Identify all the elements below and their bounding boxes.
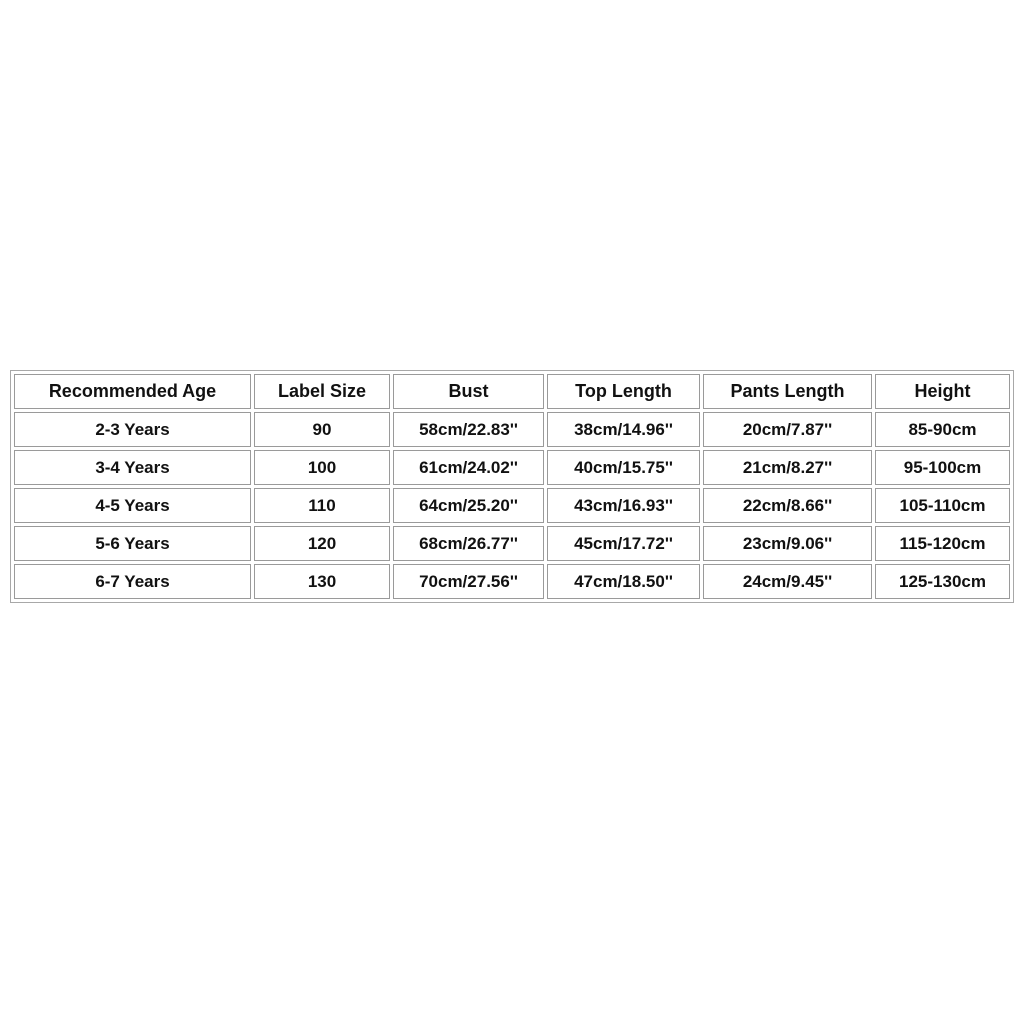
cell-recommended-age: 4-5 Years	[14, 488, 251, 523]
header-label-size: Label Size	[254, 374, 390, 409]
table-row	[14, 526, 1010, 561]
cell-height: 115-120cm	[875, 526, 1010, 561]
header-height: Height	[875, 374, 1010, 409]
table-row	[14, 450, 1010, 485]
header-recommended-age: Recommended Age	[14, 374, 251, 409]
cell-top-length: 38cm/14.96''	[547, 412, 700, 447]
cell-recommended-age: 6-7 Years	[14, 564, 251, 599]
cell-pants-length: 24cm/9.45''	[703, 564, 872, 599]
cell-bust: 68cm/26.77''	[393, 526, 544, 561]
cell-bust: 70cm/27.56''	[393, 564, 544, 599]
table-header-row	[14, 374, 1010, 409]
table-row	[14, 412, 1010, 447]
cell-bust: 61cm/24.02''	[393, 450, 544, 485]
cell-label-size: 90	[254, 412, 390, 447]
table-row	[14, 488, 1010, 523]
cell-height: 95-100cm	[875, 450, 1010, 485]
cell-pants-length: 21cm/8.27''	[703, 450, 872, 485]
cell-top-length: 40cm/15.75''	[547, 450, 700, 485]
header-pants-length: Pants Length	[703, 374, 872, 409]
header-top-length: Top Length	[547, 374, 700, 409]
cell-bust: 64cm/25.20''	[393, 488, 544, 523]
cell-label-size: 120	[254, 526, 390, 561]
cell-top-length: 43cm/16.93''	[547, 488, 700, 523]
size-chart-table	[10, 370, 1014, 603]
table-row	[14, 564, 1010, 599]
cell-bust: 58cm/22.83''	[393, 412, 544, 447]
cell-height: 85-90cm	[875, 412, 1010, 447]
cell-height: 105-110cm	[875, 488, 1010, 523]
cell-top-length: 45cm/17.72''	[547, 526, 700, 561]
cell-label-size: 100	[254, 450, 390, 485]
cell-pants-length: 20cm/7.87''	[703, 412, 872, 447]
cell-pants-length: 23cm/9.06''	[703, 526, 872, 561]
cell-pants-length: 22cm/8.66''	[703, 488, 872, 523]
cell-label-size: 130	[254, 564, 390, 599]
cell-recommended-age: 2-3 Years	[14, 412, 251, 447]
header-bust: Bust	[393, 374, 544, 409]
cell-height: 125-130cm	[875, 564, 1010, 599]
cell-recommended-age: 5-6 Years	[14, 526, 251, 561]
cell-top-length: 47cm/18.50''	[547, 564, 700, 599]
cell-label-size: 110	[254, 488, 390, 523]
cell-recommended-age: 3-4 Years	[14, 450, 251, 485]
